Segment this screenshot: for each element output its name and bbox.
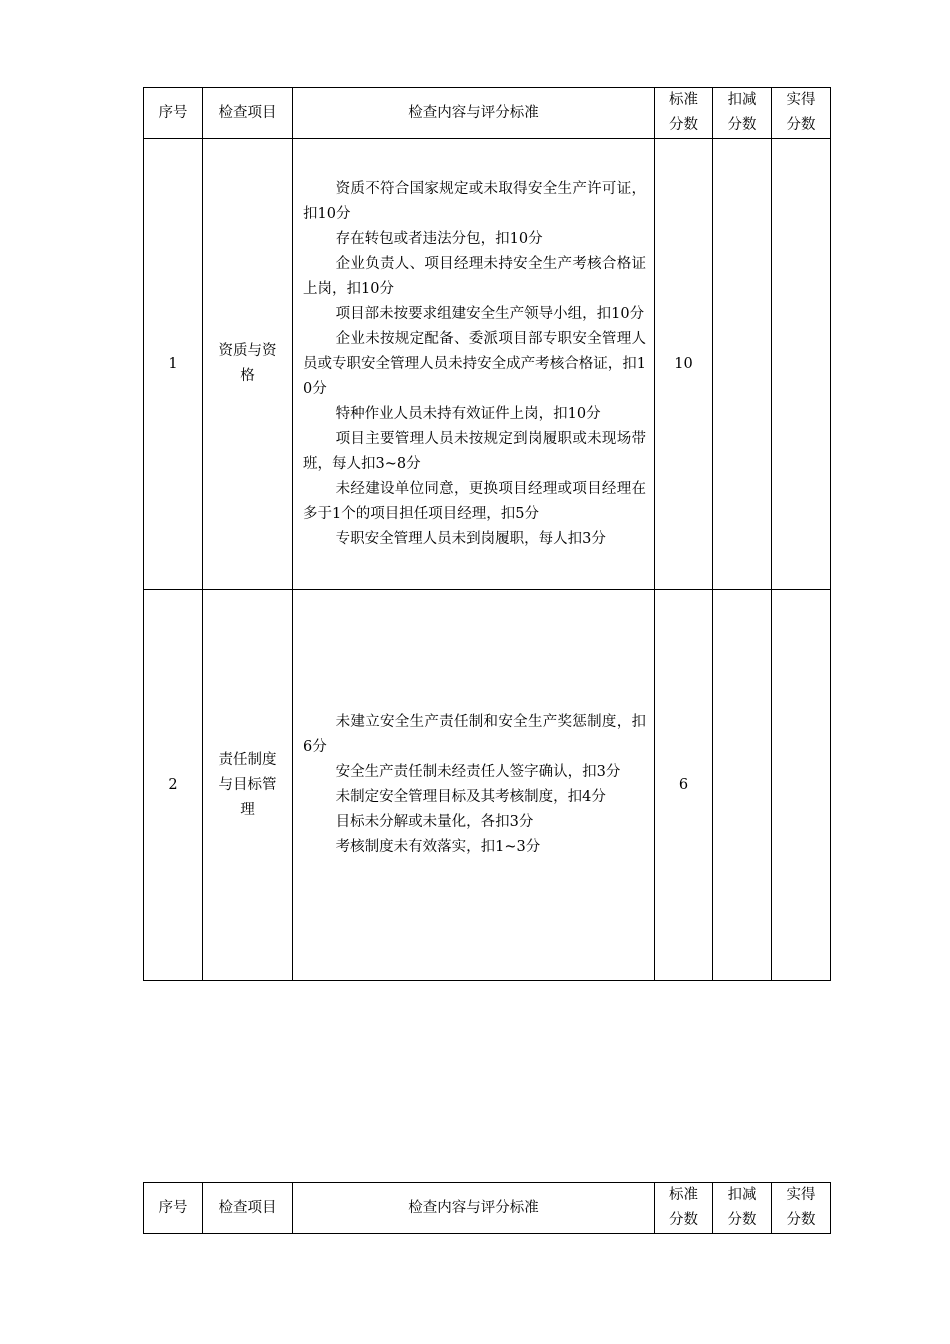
actual-score-cell[interactable] — [772, 139, 831, 590]
criteria-cell — [293, 590, 655, 981]
actual-score-cell[interactable] — [772, 590, 831, 981]
criteria-line: 企业负责人、项目经理未持安全生产考核合格证上岗，扣10分 — [303, 255, 646, 297]
header-actual-score: 实得分数 — [772, 1183, 831, 1234]
criteria-line: 目标未分解或未量化，各扣3分 — [335, 814, 534, 830]
inspection-item: 资质与资格 — [203, 139, 293, 590]
table-row — [144, 139, 831, 590]
criteria-line: 考核制度未有效落实，扣1~3分 — [335, 839, 541, 855]
criteria-line: 存在转包或者违法分包，扣10分 — [335, 230, 543, 247]
criteria-line: 企业未按规定配备、委派项目部专职安全管理人员或专职安全管理人员未持安全成产考核合格证，扣10分 — [303, 330, 646, 397]
criteria-cell — [293, 139, 655, 590]
header-actual-score: 实得分数 — [772, 88, 831, 139]
inspection-table — [143, 87, 831, 981]
criteria-line: 专职安全管理人员未到岗履职，每人扣3分 — [335, 530, 606, 547]
header-standard-score: 标准分数 — [655, 88, 713, 139]
header-deduction: 扣减分数 — [713, 88, 772, 139]
row-number: 2 — [144, 590, 203, 981]
criteria-line: 未经建设单位同意，更换项目经理或项目经理在多于1个的项目担任项目经理，扣5分 — [303, 480, 646, 522]
criteria-line: 特种作业人员未持有效证件上岗，扣10分 — [335, 405, 601, 422]
header-no: 序号 — [144, 1183, 203, 1234]
criteria-line: 资质不符合国家规定或未取得安全生产许可证，扣10分 — [303, 180, 646, 222]
table-row — [144, 590, 831, 981]
table-header-row — [144, 1183, 831, 1234]
standard-score: 10 — [655, 139, 713, 590]
inspection-item: 责任制度与目标管理 — [203, 590, 293, 981]
header-deduction: 扣减分数 — [713, 1183, 772, 1234]
header-item: 检查项目 — [203, 88, 293, 139]
row-number: 1 — [144, 139, 203, 590]
deduction-cell[interactable] — [713, 139, 772, 590]
header-content: 检查内容与评分标准 — [293, 88, 655, 139]
header-content: 检查内容与评分标准 — [293, 1183, 655, 1234]
criteria-line: 安全生产责任制未经责任人签字确认，扣3分 — [335, 764, 621, 780]
criteria-line: 未制定安全管理目标及其考核制度，扣4分 — [335, 789, 606, 805]
standard-score: 6 — [655, 590, 713, 981]
header-no: 序号 — [144, 88, 203, 139]
header-item: 检查项目 — [203, 1183, 293, 1234]
criteria-line: 未建立安全生产责任制和安全生产奖惩制度，扣6分 — [303, 714, 646, 755]
inspection-table-continued — [143, 1182, 831, 1234]
header-standard-score: 标准分数 — [655, 1183, 713, 1234]
criteria-line: 项目主要管理人员未按规定到岗履职或未现场带班，每人扣3~8分 — [303, 430, 646, 472]
criteria-line: 项目部未按要求组建安全生产领导小组，扣10分 — [335, 305, 645, 322]
table-header-row — [144, 88, 831, 139]
deduction-cell[interactable] — [713, 590, 772, 981]
